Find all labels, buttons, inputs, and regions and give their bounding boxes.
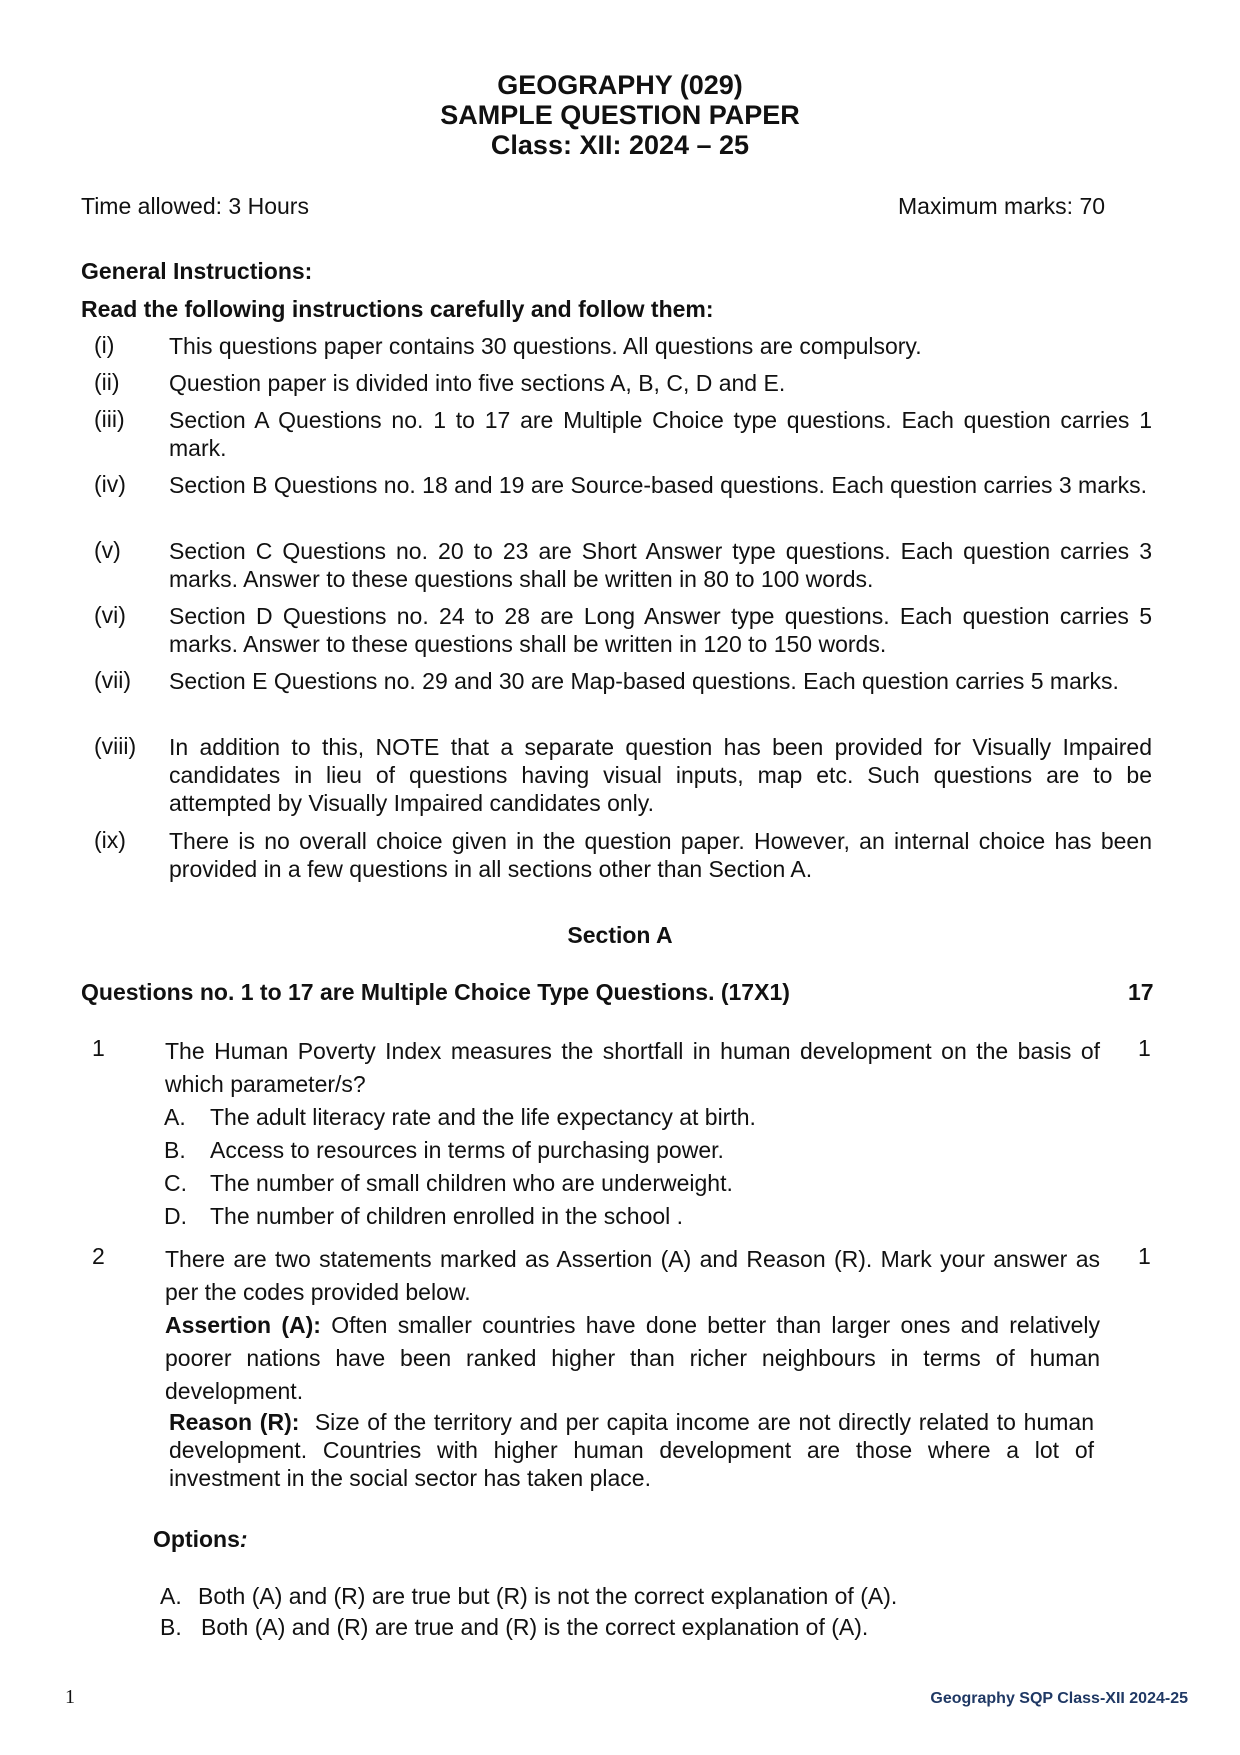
option-text: Both (A) and (R) are true and (R) is the correct explanation of (A). bbox=[201, 1614, 869, 1640]
instruction-text: Section D Questions no. 24 to 28 are Long Answer type questions. Each question carries 5 marks. Answer to these questions shall be written in 120 to 150 words. bbox=[169, 603, 1152, 657]
instruction-number: (iv) bbox=[94, 471, 126, 497]
option-label: A. bbox=[164, 1104, 186, 1130]
paper-type-title: SAMPLE QUESTION PAPER bbox=[440, 100, 800, 130]
general-instructions-heading: General Instructions: bbox=[81, 258, 313, 284]
option-text: Both (A) and (R) are true but (R) is not the correct explanation of (A). bbox=[198, 1583, 898, 1609]
reason-block bbox=[169, 1408, 1094, 1492]
section-a-total-marks: 17 bbox=[1128, 979, 1154, 1005]
section-a-title: Section A bbox=[567, 922, 673, 948]
instruction-number: (vi) bbox=[94, 602, 126, 628]
question-marks: 1 bbox=[1138, 1243, 1151, 1269]
reason-text: Size of the territory and per capita income are not directly related to human development. Countries with higher human development are those where a lot of investment in the social sector has taken place. bbox=[169, 1409, 1094, 1491]
reason-label: Reason (R): bbox=[169, 1409, 300, 1435]
options-heading bbox=[153, 1526, 248, 1553]
option-text: The adult literacy rate and the life expectancy at birth. bbox=[210, 1104, 756, 1130]
option-label: B. bbox=[160, 1614, 182, 1640]
question-text: The Human Poverty Index measures the shortfall in human development on the basis of which parameter/s? bbox=[165, 1038, 1100, 1097]
instruction-text: Section B Questions no. 18 and 19 are Source-based questions. Each question carries 3 marks. bbox=[169, 472, 1148, 498]
instruction-number: (ix) bbox=[94, 827, 126, 853]
instructions-subheading: Read the following instructions carefully and follow them: bbox=[81, 296, 714, 322]
option-item bbox=[164, 1170, 733, 1197]
options-heading-label: Options bbox=[153, 1526, 240, 1552]
option-item bbox=[160, 1614, 868, 1641]
instruction-text: In addition to this, NOTE that a separate question has been provided for Visually Impaired candidates in lieu of questions having visual inputs, map etc. Such questions are to be attempted by Visually Impaired candidates only. bbox=[169, 734, 1152, 816]
option-label: B. bbox=[164, 1137, 186, 1163]
instruction-number: (iii) bbox=[94, 406, 125, 432]
question-text: There are two statements marked as Assertion (A) and Reason (R). Mark your answer as per the codes provided below. bbox=[165, 1246, 1100, 1305]
instruction-text: Section C Questions no. 20 to 23 are Short Answer type questions. Each question carries 3 marks. Answer to these questions shall be written in 80 to 100 words. bbox=[169, 538, 1152, 592]
instruction-text: There is no overall choice given in the question paper. However, an internal choice has been provided in a few questions in all sections other than Section A. bbox=[169, 828, 1152, 882]
instruction-text: Section A Questions no. 1 to 17 are Multiple Choice type questions. Each question carries 1 mark. bbox=[169, 407, 1152, 461]
option-label: A. bbox=[160, 1583, 182, 1609]
maximum-marks: Maximum marks: 70 bbox=[898, 193, 1106, 219]
footer-title: Geography SQP Class-XII 2024-25 bbox=[930, 1690, 1188, 1707]
assertion-text: Often smaller countries have done better than larger ones and relatively poorer nations have been ranked higher than richer neighbours in terms of human development. bbox=[165, 1312, 1101, 1404]
footer-page-number: 1 bbox=[65, 1686, 75, 1708]
option-item bbox=[164, 1203, 683, 1230]
instruction-number: (vii) bbox=[94, 667, 132, 693]
option-text: Access to resources in terms of purchasing power. bbox=[210, 1137, 724, 1163]
question-number: 2 bbox=[92, 1243, 105, 1269]
option-item bbox=[164, 1104, 756, 1131]
option-label: D. bbox=[164, 1203, 187, 1229]
instruction-text: Question paper is divided into five sections A, B, C, D and E. bbox=[169, 370, 786, 396]
options-heading-colon: : bbox=[239, 1526, 248, 1552]
option-text: The number of small children who are underweight. bbox=[210, 1170, 733, 1196]
paper-class-title: Class: XII: 2024 – 25 bbox=[490, 130, 750, 160]
question-marks: 1 bbox=[1138, 1035, 1151, 1061]
assertion-label: Assertion (A): bbox=[165, 1312, 321, 1338]
option-label: C. bbox=[164, 1170, 187, 1196]
instruction-number: (v) bbox=[94, 537, 121, 563]
paper-subject-title: GEOGRAPHY (029) bbox=[497, 70, 743, 100]
option-item bbox=[164, 1137, 724, 1164]
instruction-number: (i) bbox=[94, 332, 115, 358]
instruction-number: (viii) bbox=[94, 733, 137, 759]
instruction-number: (ii) bbox=[94, 369, 120, 395]
assertion-block bbox=[165, 1309, 1100, 1408]
instruction-text: Section E Questions no. 29 and 30 are Map-based questions. Each question carries 5 marks. bbox=[169, 668, 1119, 694]
time-allowed: Time allowed: 3 Hours bbox=[81, 193, 309, 219]
option-text: The number of children enrolled in the school . bbox=[210, 1203, 684, 1229]
section-a-subtitle: Questions no. 1 to 17 are Multiple Choice Type Questions. (17X1) bbox=[81, 979, 790, 1005]
instruction-text: This questions paper contains 30 questions. All questions are compulsory. bbox=[169, 333, 922, 359]
question-number: 1 bbox=[92, 1035, 105, 1061]
option-item bbox=[160, 1583, 897, 1610]
